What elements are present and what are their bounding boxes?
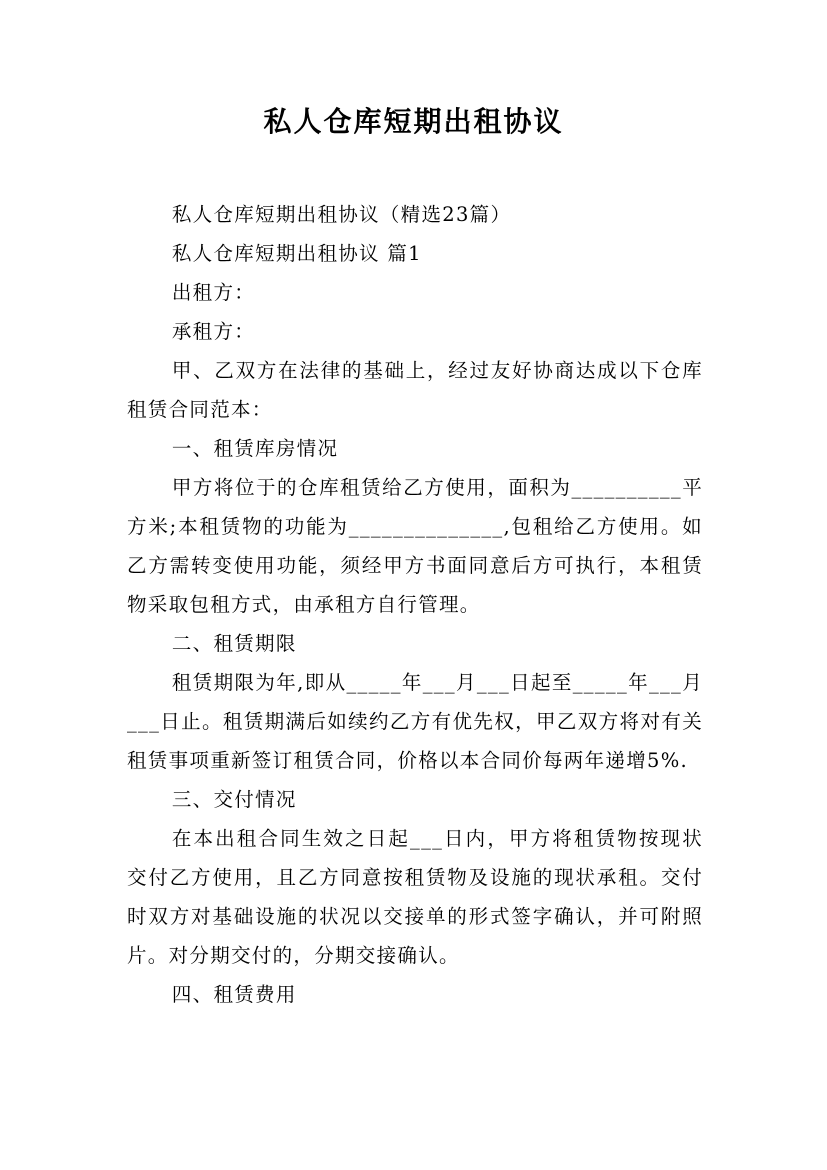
clause-paragraph: 租赁期限为年,即从_____年___月___日起至_____年___月___日止。租赁期满后如续约乙方有优先权，甲乙双方将对有关租赁事项重新签订租赁合同，价格以本合同价每两年递增5%.	[127, 671, 703, 772]
clause-heading: 四、租赁费用	[171, 983, 297, 1006]
subtitle-paragraph: 私人仓库短期出租协议（精选23篇）	[171, 203, 512, 226]
lessee-line: 承租方：	[171, 320, 256, 343]
section-heading: 私人仓库短期出租协议 篇1	[171, 242, 422, 265]
clause-heading: 二、租赁期限	[171, 632, 297, 655]
clause-paragraph: 甲方将位于的仓库租赁给乙方使用，面积为__________平方米;本租赁物的功能为______________,包租给乙方使用。如乙方需转变使用功能，须经甲方书面同意后方可执行，本租赁物采取包租方式，由承租方自行管理。	[127, 476, 703, 616]
clause-heading: 一、租赁库房情况	[171, 437, 339, 460]
lessor-line: 出租方：	[171, 281, 256, 304]
clause-heading: 三、交付情况	[171, 788, 297, 811]
document-body	[127, 195, 703, 1014]
intro-paragraph: 甲、乙双方在法律的基础上，经过友好协商达成以下仓库租赁合同范本：	[127, 359, 703, 421]
clause-paragraph: 在本出租合同生效之日起___日内，甲方将租赁物按现状交付乙方使用，且乙方同意按租赁物及设施的现状承租。交付时双方对基础设施的状况以交接单的形式签字确认，并可附照片。对分期交付的，分期交接确认。	[127, 827, 703, 967]
document-title: 私人仓库短期出租协议	[263, 105, 564, 138]
